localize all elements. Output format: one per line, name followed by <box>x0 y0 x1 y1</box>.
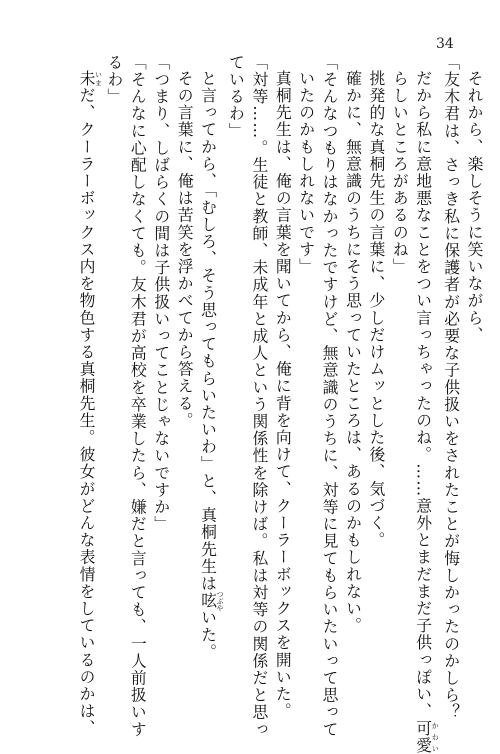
text-line: と言ってから、「むしろ、そう思ってもらいたいわ」と、真桐先生は呟つぶやいた。 <box>198 69 225 661</box>
text-line: 確かに、無意識のうちにそう思っていたところは、あるのかもしれない。 <box>343 69 363 635</box>
text-line: 挑発的な真桐先生の言葉に、少しだけムッとした後、気づく。 <box>366 69 386 549</box>
ruby-annotation: 可愛かわい <box>413 719 440 754</box>
text-line: 「つまり、しばらくの間は子供扱いってことじゃないですか」 <box>151 54 171 533</box>
text-line: いたのかもしれないです」 <box>296 69 316 275</box>
text-line: 「対等……。生徒と教師、未成年と成人という関係性を除けば。私は対等の関係だと思っ <box>249 54 269 738</box>
text-line: 未いまだ、クーラーボックス内を物色する真桐先生。彼女がどんな表情をしているのかは、 <box>77 69 103 737</box>
text-line: だから私に意地悪なことをつい言っちゃったのね。……意外とまだまだ子供っぽい、可愛かわい <box>413 69 440 754</box>
ruby-annotation: 未いま <box>77 69 103 87</box>
page-number: 34 <box>436 36 454 52</box>
ruby-annotation: 呟つぶや <box>198 590 225 612</box>
text-line: ているわ」 <box>226 54 246 140</box>
text-line: 「友木君は、さっき私に保護者が必要な子供扱いをされたことが悔しかったのかしら？ <box>441 54 461 721</box>
text-line: らしいところがあるのね」 <box>390 69 410 275</box>
body-text <box>75 54 486 754</box>
text-line: その言葉に、俺は苦笑を浮かべてから答える。 <box>175 69 195 429</box>
text-line: 「そんなつもりはなかったですけど、無意識のうちに、対等に見てもらいたいって思って <box>320 54 340 738</box>
text-line: 真桐先生は、俺の言葉を聞いてから、俺に背を向けて、クーラーボックスを開いた。 <box>273 69 293 720</box>
text-line: るわ」 <box>104 54 124 106</box>
text-line: 「そんなに心配しなくても。友木君が高校を卒業したら、嫌だと言っても、一人前扱いす <box>128 54 148 738</box>
text-line: それから、楽しそうに笑いながら、 <box>465 69 484 344</box>
